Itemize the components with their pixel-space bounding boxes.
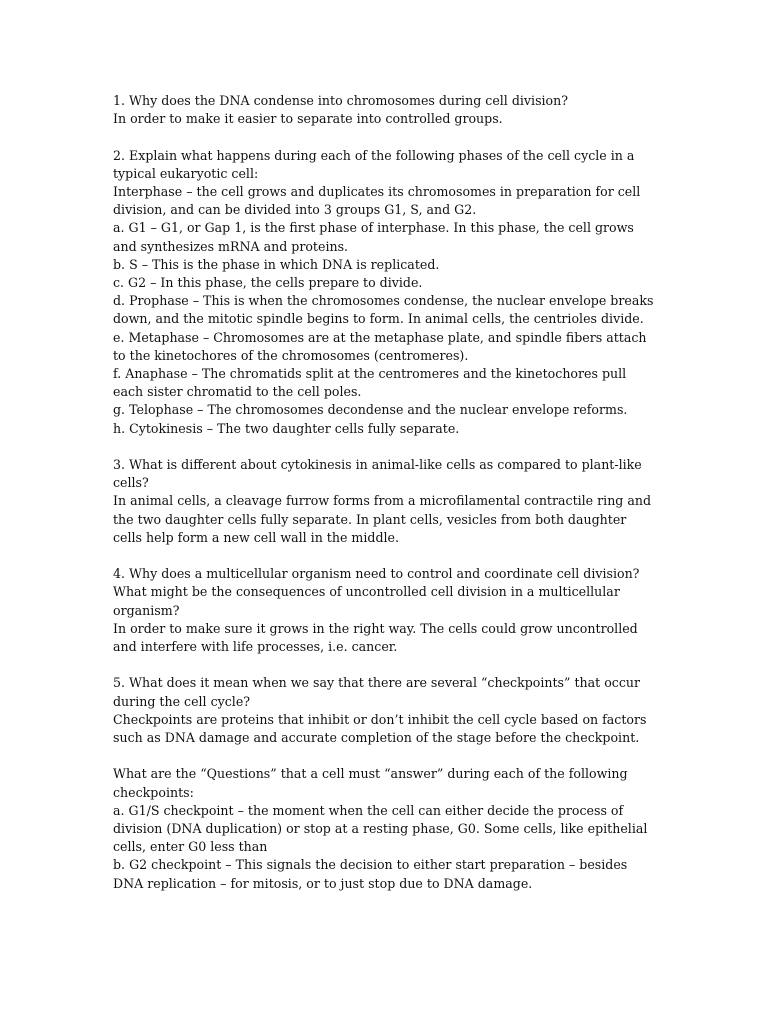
answer-telophase: g. Telophase – The chromosomes decondense and the nuclear envelope reforms. — [113, 402, 628, 418]
answer-anaphase: f. Anaphase – The chromatids split at the centromeres and the kinetochores pull each sister chromatid to the cell poles. — [113, 366, 631, 400]
question-5 — [113, 674, 658, 747]
answer-text: Checkpoints are proteins that inhibit or don’t inhibit the cell cycle based on factors such as DNA damage and accurate completion of the stage before the checkpoint. — [113, 711, 651, 746]
answer-interphase: Interphase – the cell grows and duplicates its chromosomes in preparation for cell division, and can be divided into 3 groups G1, S, and G2. — [113, 184, 645, 218]
question-text: 2. Explain what happens during each of the following phases of the cell cycle in a typical eukaryotic cell: — [113, 147, 639, 181]
question-text: 5. What does it mean when we say that there are several “checkpoints” that occur during the cell cycle? — [113, 675, 645, 709]
question-text: What are the “Questions” that a cell must “answer” during each of the following checkpoints: — [113, 766, 632, 800]
question-1 — [113, 92, 658, 128]
answer-g1: a. G1 – G1, or Gap 1, is the first phase of interphase. In this phase, the cell grows and synthesizes mRNA and proteins. — [113, 220, 638, 254]
answer-g2-checkpoint: b. G2 checkpoint – This signals the decision to either start preparation – besides DNA replication – for mitosis, or to just stop due to DNA damage. — [113, 857, 632, 891]
answer-s: b. S – This is the phase in which DNA is replicated. — [113, 256, 440, 272]
answer-text: In order to make sure it grows in the right way. The cells could grow uncontrolled and interfere with life processes, i.e. cancer. — [113, 620, 642, 655]
answer-text: In order to make it easier to separate into controlled groups. — [113, 111, 503, 127]
document-page — [113, 92, 658, 911]
answer-cytokinesis: h. Cytokinesis – The two daughter cells fully separate. — [113, 420, 460, 436]
answer-prophase: d. Prophase – This is when the chromosomes condense, the nuclear envelope breaks down, and the mitotic spindle begins to form. In animal cells, the centrioles divide. — [113, 293, 658, 327]
question-text: 4. Why does a multicellular organism need to control and coordinate cell division? What might be the consequences of uncontrolled cell division in a multicellular organism? — [113, 566, 644, 618]
question-text: 3. What is different about cytokinesis in animal-like cells as compared to plant-like cells? — [113, 457, 646, 491]
answer-g2: c. G2 – In this phase, the cells prepare to divide. — [113, 275, 423, 291]
question-text: 1. Why does the DNA condense into chromosomes during cell division? — [113, 93, 568, 108]
answer-g1-s-checkpoint: a. G1/S checkpoint – the moment when the cell can either decide the process of division (DNA duplication) or stop at a resting phase, G0. Some cells, like epithelial cells, enter G0 less than — [113, 802, 652, 855]
question-4 — [113, 565, 658, 656]
question-2 — [113, 147, 658, 438]
question-3 — [113, 456, 658, 547]
checkpoint-questions — [113, 765, 658, 892]
answer-text: In animal cells, a cleavage furrow forms from a microfilamental contractile ring and the two daughter cells fully separate. In plant cells, vesicles from both daughter cells help form a new cell wall in the middle. — [113, 493, 656, 545]
answer-metaphase: e. Metaphase – Chromosomes are at the metaphase plate, and spindle fibers attach to the kinetochores of the chromosomes (centromeres). — [113, 329, 651, 363]
